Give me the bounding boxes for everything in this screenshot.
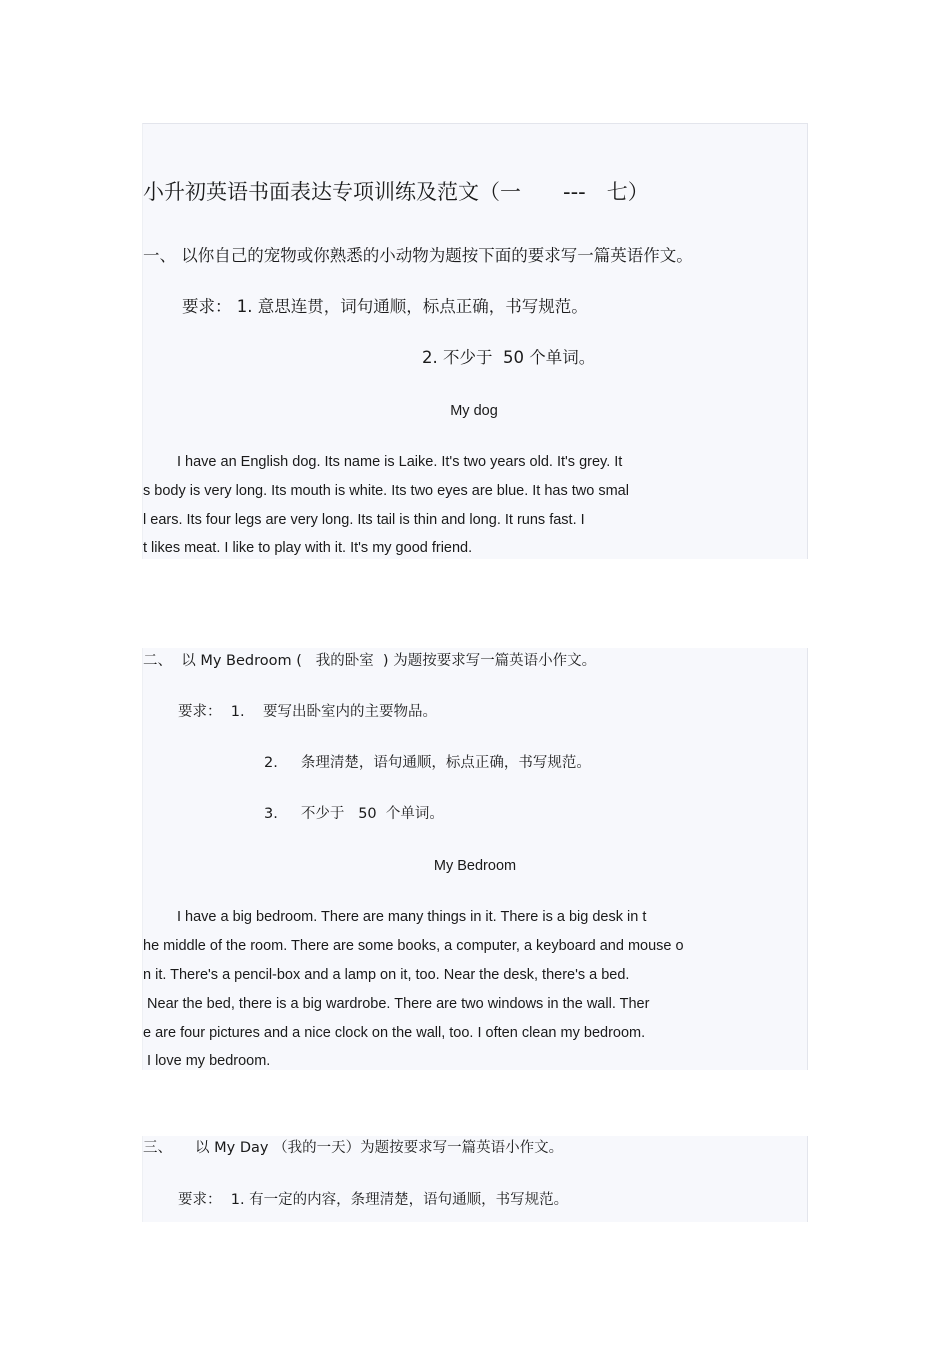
section-1-requirement-2: 2. 不少于 50 个单词。: [422, 348, 596, 367]
section-2-essay-line: Near the bed, there is a big wardrobe. There are two windows in the wall. Ther: [143, 996, 650, 1012]
section-1-essay-line: l ears. Its four legs are very long. Its tail is thin and long. It runs fast. I: [143, 512, 585, 528]
section-1-essay-line: t likes meat. I like to play with it. It's my good friend.: [143, 540, 473, 556]
section-3-heading: 三、 以 My Day （我的一天）为题按要求写一篇英语小作文。: [143, 1140, 564, 1156]
section-2-essay-line: I have a big bedroom. There are many things in it. There is a big desk in t: [177, 909, 647, 925]
section-3-requirement-1: 要求： 1. 有一定的内容，条理清楚，语句通顺，书写规范。: [178, 1192, 569, 1208]
section-2-heading: 二、 以 My Bedroom ( 我的卧室 ) 为题按要求写一篇英语小作文。: [143, 653, 597, 669]
section-2-requirement-2: 2. 条理清楚，语句通顺，标点正确，书写规范。: [264, 755, 591, 771]
section-2-essay-title: My Bedroom: [433, 858, 517, 874]
section-2-requirement-3: 3. 不少于 50 个单词。: [264, 806, 444, 822]
section-1-essay-line: I have an English dog. Its name is Laike. It's two years old. It's grey. It: [177, 454, 623, 470]
section-1-heading: 一、 以你自己的宠物或你熟悉的小动物为题按下面的要求写一篇英语作文。: [143, 246, 693, 265]
section-1-essay-line: s body is very long. Its mouth is white. Its two eyes are blue. It has two smal: [143, 483, 629, 499]
section-2-essay-line: n it. There's a pencil-box and a lamp on it, too. Near the desk, there's a bed.: [143, 967, 630, 983]
section-1-requirement-1: 要求： 1. 意思连贯，词句通顺，标点正确，书写规范。: [182, 297, 588, 316]
section-2-requirement-1: 要求： 1. 要写出卧室内的主要物品。: [178, 704, 437, 720]
document-title: 小升初英语书面表达专项训练及范文（一 --- 七）: [143, 180, 649, 204]
section-2-essay-line: I love my bedroom.: [143, 1053, 271, 1069]
section-2-essay-line: he middle of the room. There are some books, a computer, a keyboard and mouse o: [143, 938, 684, 954]
section-2-essay-line: e are four pictures and a nice clock on the wall, too. I often clean my bedroom.: [143, 1025, 646, 1041]
section-1-essay-title: My dog: [450, 403, 498, 419]
